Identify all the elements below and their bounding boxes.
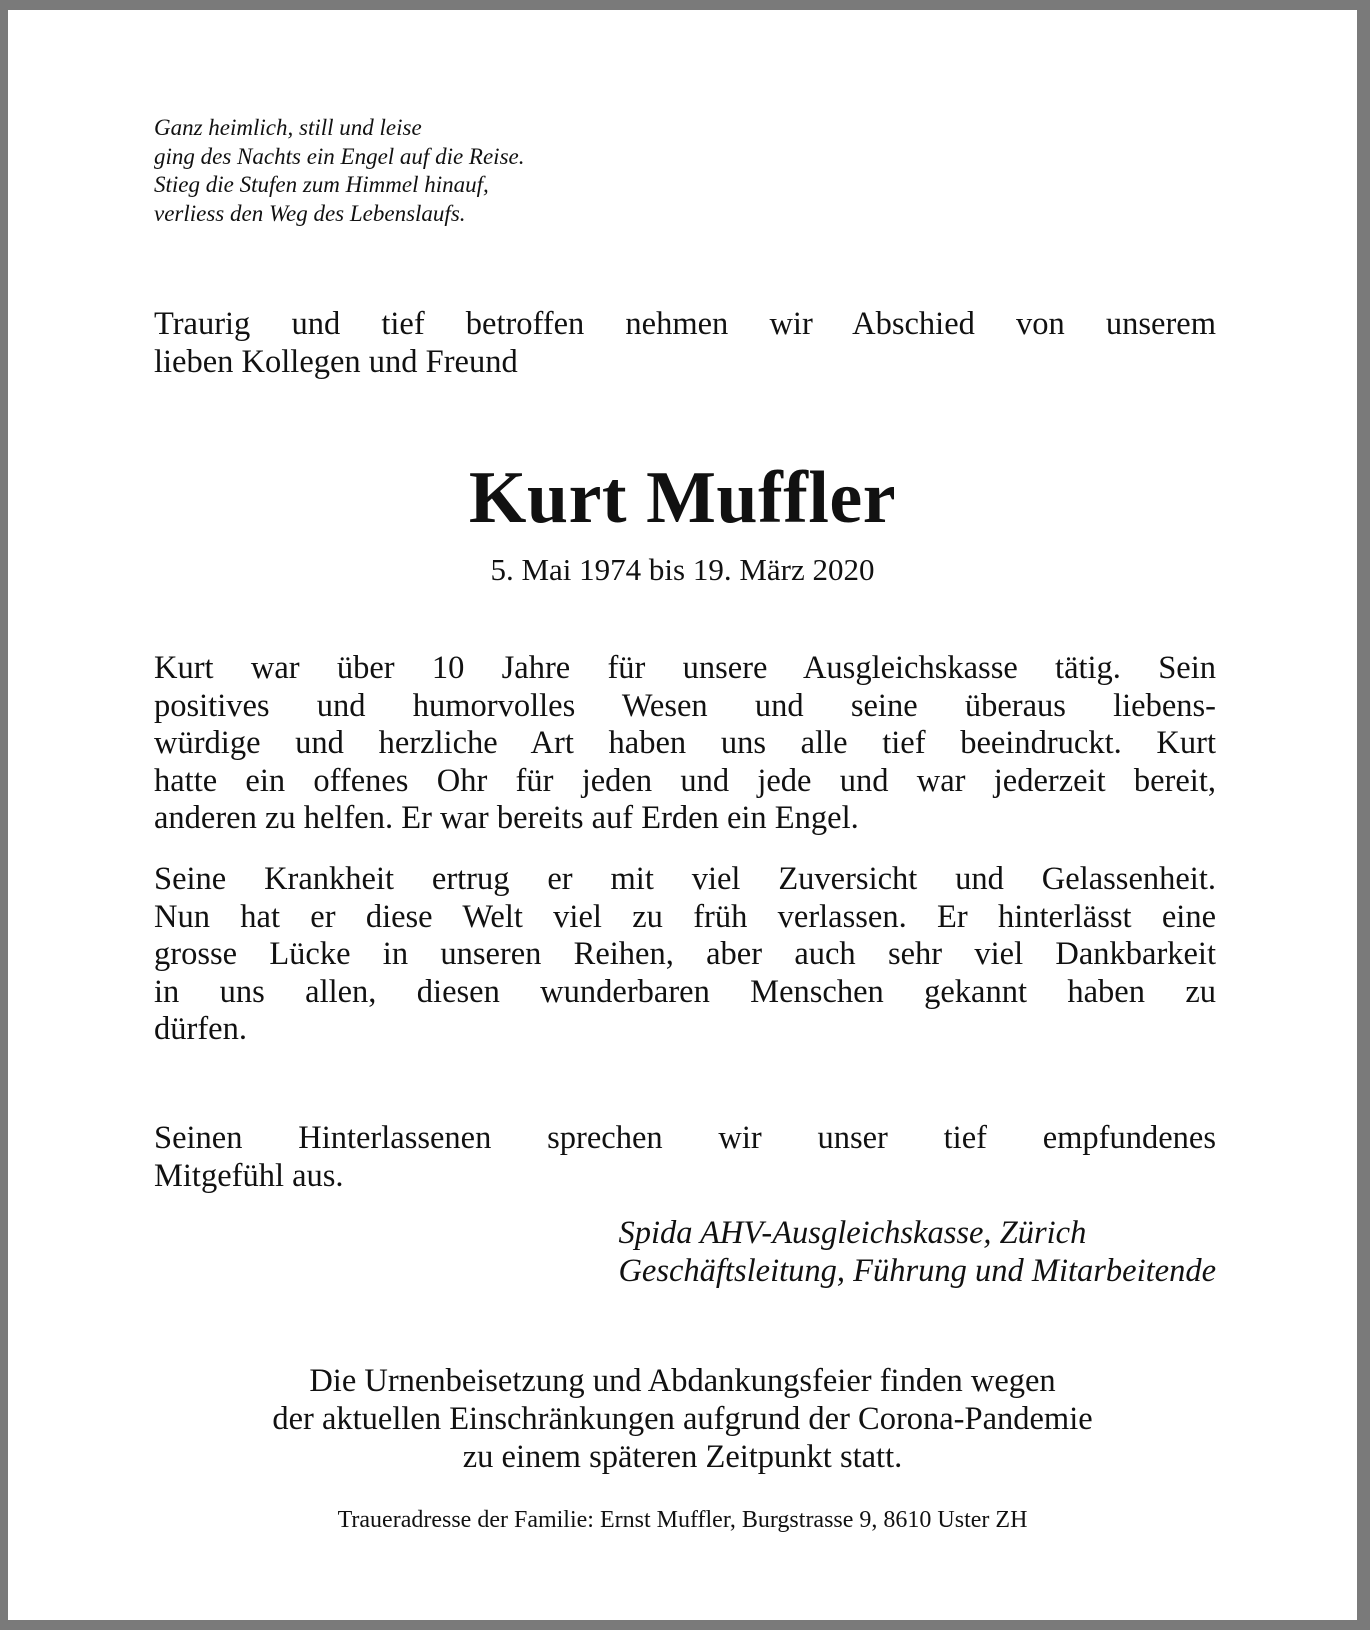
ceremony-notice bbox=[8, 1362, 1357, 1476]
paragraph-2 bbox=[154, 861, 1216, 1049]
intro-line: Traurig und tief betroffen nehmen wir Abschied von unserem bbox=[154, 306, 1216, 342]
paragraph-1 bbox=[154, 650, 1216, 838]
text-line: Seine Krankheit ertrug er mit viel Zuversicht und Gelassenheit. bbox=[154, 861, 1216, 897]
signature-line: Spida AHV-Ausgleichskasse, Zürich bbox=[618, 1215, 1087, 1251]
poem-line: Stieg die Stufen zum Himmel hinauf, bbox=[154, 172, 489, 197]
text-line: in uns allen, diesen wunderbaren Menschen gekannt haben zu bbox=[154, 973, 1216, 1010]
deceased-name: Kurt Muffler bbox=[468, 457, 897, 539]
intro-text bbox=[154, 306, 1216, 381]
text-line: Mitgefühl aus. bbox=[154, 1157, 344, 1194]
obituary-page bbox=[8, 10, 1357, 1620]
text-line: dürfen. bbox=[154, 1011, 247, 1047]
poem-line: verliess den Weg des Lebenslaufs. bbox=[154, 200, 466, 226]
text-line: grosse Lücke in unseren Reihen, aber auch sehr viel Dankbarkeit bbox=[154, 936, 1216, 972]
intro-line: lieben Kollegen und Freund bbox=[154, 343, 518, 380]
notice-line: Die Urnenbeisetzung und Abdankungsfeier finden wegen bbox=[309, 1363, 1056, 1399]
signature-line: Geschäftsleitung, Führung und Mitarbeitende bbox=[618, 1253, 1216, 1289]
text-line: Seinen Hinterlassenen sprechen wir unser tief empfundenes bbox=[154, 1120, 1216, 1156]
text-line: Nun hat er diese Welt viel zu früh verlassen. Er hinterlässt eine bbox=[154, 898, 1216, 935]
mourning-address: Traueradresse der Familie: Ernst Muffler, Burgstrasse 9, 8610 Uster ZH bbox=[337, 1507, 1028, 1533]
life-dates: 5. Mai 1974 bis 19. März 2020 bbox=[490, 552, 875, 587]
text-line: positives und humorvolles Wesen und seine überaus liebens- bbox=[154, 687, 1216, 724]
notice-line: zu einem späteren Zeitpunkt statt. bbox=[462, 1439, 903, 1475]
notice-line: der aktuellen Einschränkungen aufgrund der Corona-Pandemie bbox=[272, 1401, 1093, 1437]
text-line: hatte ein offenes Ohr für jeden und jede und war jederzeit bereit, bbox=[154, 762, 1216, 799]
condolence bbox=[154, 1120, 1216, 1195]
poem bbox=[154, 114, 524, 228]
poem-line: ging des Nachts ein Engel auf die Reise. bbox=[154, 143, 525, 169]
text-line: anderen zu helfen. Er war bereits auf Erden ein Engel. bbox=[154, 800, 859, 836]
text-line: würdige und herzliche Art haben uns alle tief beeindruckt. Kurt bbox=[154, 725, 1216, 761]
poem-line: Ganz heimlich, still und leise bbox=[154, 115, 422, 140]
text-line: Kurt war über 10 Jahre für unsere Ausgleichskasse tätig. Sein bbox=[154, 650, 1216, 686]
signature bbox=[618, 1214, 1216, 1290]
